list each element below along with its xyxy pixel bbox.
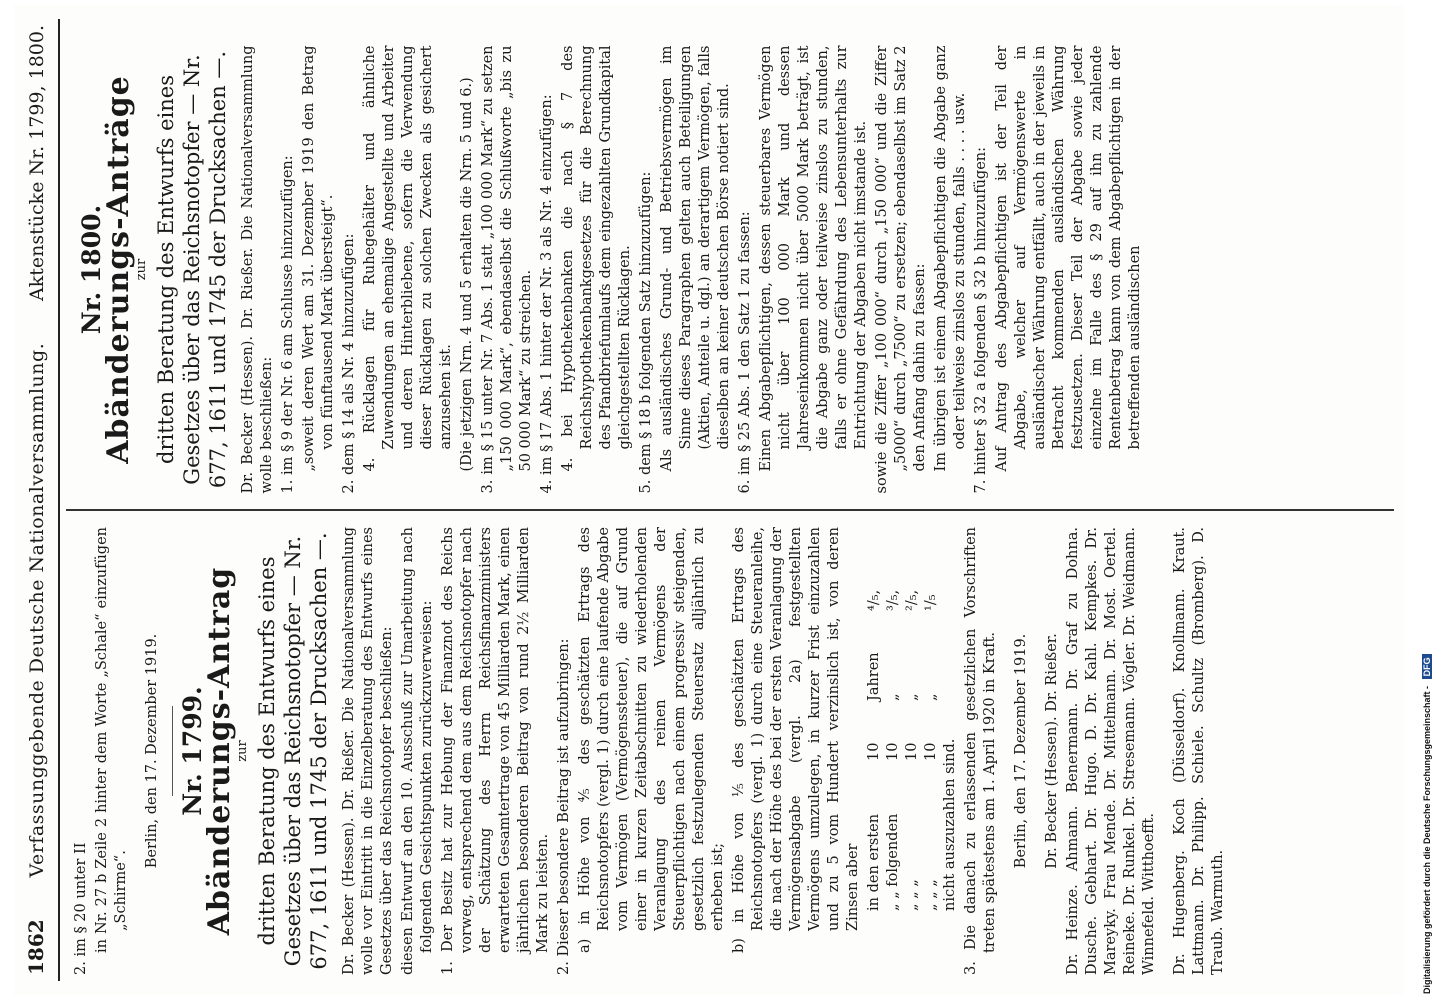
right-item-7-text: Auf Antrag des Abgabepflichtigen ist der Teil der Abgabe, welcher auf Vermögenswerte in ausländischer Währung entfällt, auch in der jeweils in Betracht kommenden ausländischen Währung festzusetzen. Dieser Teil der Abgabe sowie jeder einzelne im Falle des § 29 auf ihn zu zahlende Rentenbetrag kann von dem Abgabepflichtigen in der betreffenden ausländischen (994, 45, 1143, 472)
left-intro-2: diesen Entwurf an den 10. Ausschuß zur Umarbeitung nach folgenden Gesichtspunkten zurückzuverweisen: (400, 527, 435, 975)
right-document-title: Abänderungs-Anträge (101, 75, 136, 464)
right-item-6-text: Einen Abgabepflichtigen, dessen steuerbares Vermögen nicht über 100 000 Mark und dessen Jahreseinkommen nicht über 5000 Mark beträgt, ist die Abgabe ganz oder teilweise zinslos zu stunden, falls er ohne Gefährdung des Lebensunterhalts zur Entrichtung der Abgaben nicht imstande ist. (758, 45, 869, 472)
left-point-3: 3. Die danach zu erlassenden gesetzlichen Vorschriften treten spätestens am 1. April 1920 in Kraft. (963, 527, 998, 975)
table-cell: „ „ „ (904, 879, 920, 911)
dfg-logo: DFG (1422, 654, 1432, 679)
left-date-bottom: Berlin, den 17. Dezember 1919. (1013, 633, 1029, 869)
left-zur: zur (235, 740, 250, 762)
right-item-5-text: Als ausländisches Grund- und Betriebsvermögen im Sinne dieses Paragraphen gelten auch Beteiligungen (Aktien, Anteile u. dgl.) an derartigem Vermögen, falls dieselben an keiner deutschen Börse notiert sind. (659, 45, 732, 472)
table-cell: „ „ „ (923, 879, 939, 911)
table-cell: 10 (923, 742, 939, 761)
right-item-1-text: „soweit deren Wert am 31. Dezember 1919 den Betrag von fünftausend Mark übersteigt“. (301, 45, 336, 472)
table-cell: „ (923, 693, 939, 701)
left-signers-3: Dr. Hugenberg. Koch (Düsseldorf). Knollmann. Kraut. Lattmann. Dr. Philipp. Schiele. Schultz (Bromberg). D. Traub. Warmuth. (1172, 527, 1226, 975)
column-divider (66, 510, 1394, 512)
right-item-5: 5. dem § 18 b folgenden Satz hinzuzufügen: (638, 171, 654, 494)
left-document-subtitle: dritten Beratung des Entwurfs eines Gesetzes über das Reichsnotopfer — Nr. 677, 1611 und 1745 der Drucksachen —. (255, 532, 331, 970)
left-point-2: 2. Dieser besondere Beitrag ist aufzubringen: (556, 638, 572, 975)
document-page (14, 5, 1404, 995)
left-column (64, 511, 1394, 981)
table-cell: „ „ folgenden (885, 813, 901, 911)
right-intro: Dr. Becker (Hessen). Dr. Rießer. Die Nationalversammlung wolle beschließen: (240, 45, 275, 494)
right-document-number: Nr. 1800. (77, 204, 106, 335)
left-signers-2: Dr. Heinze. Ahmann. Benermann. Dr. Graf zu Dohna. Dusche. Gebhart. Dr. Hugo. D. Dr. Kahl. Kempkes. Dr. Mareyky. Frau Mende. Dr. Mittelmann. Dr. Most. Oertel. Reineke. Dr. Runkel. Dr. Stresemann. Vögler. Dr. Weidmann. Winnefeld. Witthoefft. (1065, 527, 1157, 975)
table-cell: Jahren (866, 652, 882, 701)
left-document-number: Nr. 1799. (178, 686, 207, 816)
table-cell: 10 (885, 742, 901, 761)
interest-table-row-4 (922, 527, 941, 975)
right-item-6-text-3: Im übrigen ist einem Abgabepflichtigen die Abgabe ganz oder teilweise zinslos zu stunden, falls . . . . usw. (933, 45, 968, 472)
table-cell: ²/₅, (904, 589, 920, 611)
table-cell: ³/₅, (885, 589, 901, 611)
interest-table-row-3 (903, 527, 922, 975)
left-point-1: 1. Der Besitz hat zur Hebung der Finanznot des Reichs vorweg, entsprechend dem aus dem Reichsnotopfer nach der Schätzung des Herrn Reichsfinanzministers erwarteten Gesamtertrage von 45 Milliarden Mark, einen jährlichen besonderen Beitrag von rund 2½ Milliarden Mark zu leisten. (440, 527, 551, 975)
table-cell: 10 (904, 742, 920, 761)
right-item-6-text-2: sowie die Ziffer „100 000“ durch „150 000“ und die Ziffer „5000“ durch „7500“ zu ersetzen; ebendaselbst im Satz 2 den Anfang dahin zu fassen: (874, 45, 928, 494)
table-cell: ⁴/₅, (866, 589, 882, 611)
right-zur: zur (134, 258, 149, 281)
right-item-6: 6. im § 25 Abs. 1 den Satz 1 zu fassen: (737, 211, 753, 494)
interest-table-row-2 (884, 527, 903, 975)
interest-table-row-1 (865, 527, 884, 975)
table-cell: ¹/₅ (923, 594, 939, 611)
page-header-subtitle: Aktenstücke Nr. 1799, 1800. (26, 25, 48, 301)
columns (64, 19, 1394, 981)
right-item-1: 1. im § 9 der Nr. 6 am Schlusse hinzuzufügen: (280, 155, 296, 494)
table-cell: „ (904, 693, 920, 701)
table-cell: 10 (866, 742, 882, 761)
left-date-top: Berlin, den 17. Dezember 1919. (144, 633, 160, 869)
right-item-4: 4. im § 17 Abs. 1 hinter der Nr. 3 als Nr. 4 einzufügen: (539, 94, 555, 494)
left-document-title: Abänderungs-Antrag (202, 566, 237, 936)
right-item-7: 7. hinter § 32 a folgenden § 32 b hinzuzufügen: (973, 147, 989, 494)
right-item-2-text: 4. Rücklagen für Ruhegehälter und ähnliche Zuwendungen an ehemalige Angestellte und Arbeiter und deren Hinterbliebene, sofern die Verwendung dieser Rücklagen zu solchen Zwecken als gesichert anzusehen ist. (362, 45, 454, 472)
left-intro: Dr. Becker (Hessen). Dr. Rießer. Die Nationalversammlung wolle vor Eintritt in die Einzelberatung des Entwurfs eines Gesetzes über das Reichsnotopfer beschließen: (341, 527, 395, 975)
right-item-2: 2. dem § 14 als Nr. 4 hinzuzufügen: (341, 233, 357, 494)
left-top-item-1: 2. im § 20 unter II (73, 842, 89, 975)
page-header (24, 19, 60, 981)
page-header-title: Verfassunggebende Deutsche Nationalversammlung. (26, 342, 48, 878)
right-document-subtitle: dritten Beratung des Entwurfs eines Gesetzes über das Reichsnotopfer — Nr. 677, 1611 und 1745 der Drucksachen —. (154, 50, 230, 489)
right-item-4-text: 4. bei Hypothekenbanken die nach § 7 des Reichshypothekenbankgesetzes für die Berechnung des Pfandbriefumlaufs dem eingezahlten Grundkapital gleichgestellten Rücklagen. (560, 45, 633, 472)
divider-rule (172, 706, 173, 796)
right-column (64, 40, 1394, 510)
digitization-credit (1422, 654, 1432, 994)
right-item-2-note: (Die jetzigen Nrn. 4 und 5 erhalten die Nrn. 5 und 6.) (459, 77, 475, 472)
left-signers-1: Dr. Becker (Hessen). Dr. Rießer. (1044, 633, 1060, 869)
table-cell: in den ersten (866, 813, 882, 911)
page-number: 1862 (24, 919, 48, 975)
left-point-2b-end: nicht auszuzahlen sind. (942, 738, 958, 911)
digitization-credit-text: Digitalisierung gefördert durch die Deutsche Forschungsgemeinschaft - (1422, 685, 1432, 994)
table-cell: „ (885, 693, 901, 701)
left-top-item-2: in Nr. 27 b Zeile 2 hinter dem Worte „Schale“ einzufügen „Schirme“. (94, 527, 129, 953)
left-point-2a: a) in Höhe von ⅘ des geschätzten Ertrags des Reichsnotopfers (vergl. 1) durch eine laufende Abgabe vom Vermögen (Vermögenssteuer), die auf Grund einer in kurzen Zeitabschnitten zu wiederholenden Veranlagung des reinen Vermögens der Steuerpflichtigen nach einem progressiv steigenden, gesetzlich festzulegenden Steuersatz alljährlich zu erheben ist; (577, 527, 726, 953)
left-point-2b: b) in Höhe von ⅕ des geschätzten Ertrags des Reichsnotopfers (vergl. 1) durch eine Steueranleihe, die nach der Höhe des bei der ersten Veranlagung der Vermögensabgabe (vergl. 2a) festgestellten Vermögens umzulegen, in kurzer Frist einzuzahlen und zu 5 vom Hundert verzinslich ist, von deren Zinsen aber (731, 527, 861, 953)
right-item-3: 3. im § 15 unter Nr. 7 Abs. 1 statt „100 000 Mark“ zu setzen „150 000 Mark“, ebendaselbst die Schlußworte „bis zu 50 000 Mark“ zu streichen. (480, 45, 534, 494)
